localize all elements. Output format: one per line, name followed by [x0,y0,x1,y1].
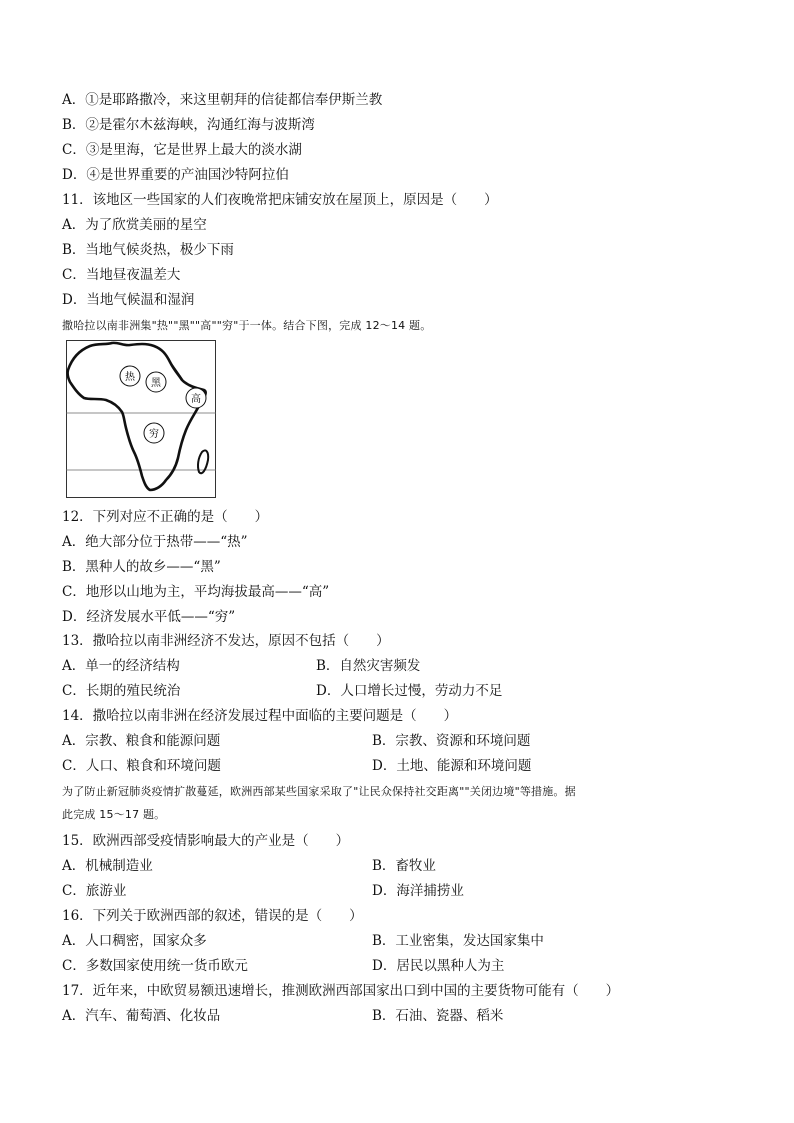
q11-option-d: D．当地气候温和湿润 [62,292,195,308]
map-label-black: 黑 [151,378,161,389]
q10-option-d: D．④是世界重要的产油国沙特阿拉伯 [62,167,289,183]
q15-option-b: B．畜牧业 [372,858,436,874]
intro-12-14: 撒哈拉以南非洲集"热""黑""高""穷"于一体。结合下图，完成 12～14 题。 [62,319,432,332]
q10-option-b: B．②是霍尔木兹海峡，沟通红海与波斯湾 [62,117,315,133]
q11-option-c: C．当地昼夜温差大 [62,267,181,283]
q15-stem: 15．欧洲西部受疫情影响最大的产业是（ ） [62,833,350,849]
map-label-poor: 穷 [149,429,159,440]
q17-option-a: A．汽车、葡萄酒、化妆品 [62,1008,221,1024]
q16-stem: 16．下列关于欧洲西部的叙述，错误的是（ ） [62,908,363,924]
q16-option-b: B．工业密集，发达国家集中 [372,933,544,949]
intro-15-17-line-1: 为了防止新冠肺炎疫情扩散蔓延，欧洲西部某些国家采取了"让民众保持社交距离""关闭边境"等措施。据 [62,785,576,798]
q17-stem: 17．近年来，中欧贸易额迅速增长，推测欧洲西部国家出口到中国的主要货物可能有（ ） [62,983,620,999]
africa-outline [68,343,206,490]
q12-option-a: A．绝大部分位于热带——“热” [62,534,248,550]
q14-option-b: B．宗教、资源和环境问题 [372,733,531,749]
red-sea-line [170,362,184,382]
q16-option-a: A．人口稠密，国家众多 [62,933,207,949]
q14-option-c: C．人口、粮食和环境问题 [62,758,221,774]
q14-stem: 14．撒哈拉以南非洲在经济发展过程中面临的主要问题是（ ） [62,708,458,724]
africa-map [66,340,216,498]
q16-option-c: C．多数国家使用统一货币欧元 [62,958,248,974]
q15-option-d: D．海洋捕捞业 [372,883,464,899]
q13-option-c: C．长期的殖民统治 [62,683,181,699]
q12-option-d: D．经济发展水平低——“穷” [62,609,236,625]
q10-option-c: C．③是里海，它是世界上最大的淡水湖 [62,142,302,158]
q12-option-b: B．黑种人的故乡——“黑” [62,559,221,575]
q15-option-a: A．机械制造业 [62,858,153,874]
q10-option-a: A．①是耶路撒冷，来这里朝拜的信徒都信奉伊斯兰教 [62,92,383,108]
q17-option-b: B．石油、瓷器、稻米 [372,1008,504,1024]
q16-option-d: D．居民以黑种人为主 [372,958,505,974]
q14-option-d: D．土地、能源和环境问题 [372,758,532,774]
q11-stem: 11．该地区一些国家的人们夜晚常把床铺安放在屋顶上，原因是（ ） [62,192,498,208]
map-label-high: 高 [191,394,201,405]
intro-15-17-line-2: 此完成 15～17 题。 [62,808,166,821]
q11-option-a: A．为了欣赏美丽的星空 [62,217,207,233]
q12-option-c: C．地形以山地为主，平均海拔最高——“高” [62,584,330,600]
q13-option-d: D．人口增长过慢，劳动力不足 [316,683,503,699]
q13-option-b: B．自然灾害频发 [316,658,421,674]
q14-option-a: A．宗教、粮食和能源问题 [62,733,221,749]
q15-option-c: C．旅游业 [62,883,127,899]
map-label-hot: 热 [125,372,135,383]
q13-stem: 13．撒哈拉以南非洲经济不发达，原因不包括（ ） [62,633,390,649]
q11-option-b: B．当地气候炎热，极少下雨 [62,242,234,258]
q13-option-a: A．单一的经济结构 [62,658,180,674]
q12-stem: 12．下列对应不正确的是（ ） [62,509,269,525]
